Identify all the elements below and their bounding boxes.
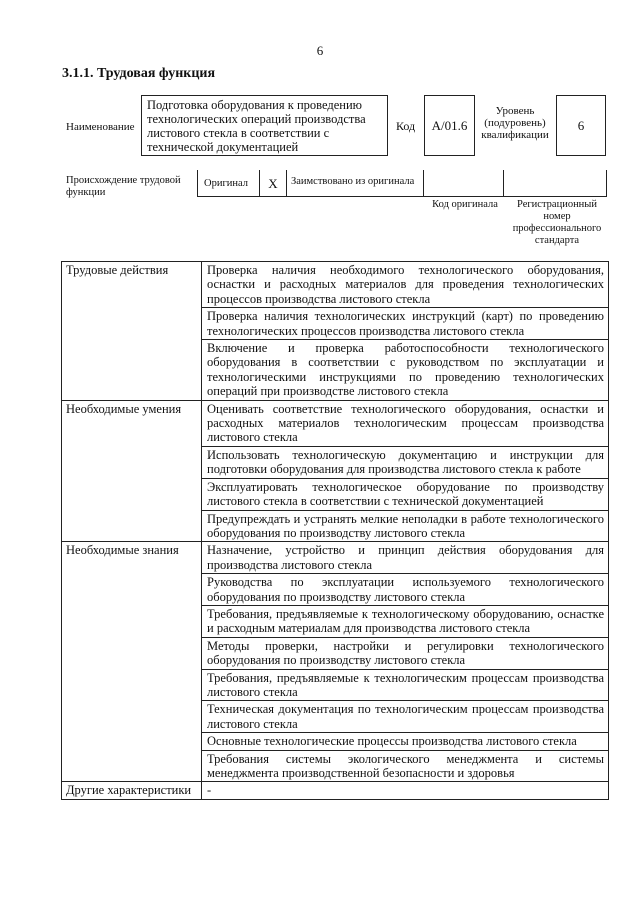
table-cell: Оценивать соответствие технологического оборудования, оснастки и расходных материалов технологическим процессам производства листового стекла bbox=[202, 400, 609, 446]
table-row bbox=[62, 400, 609, 446]
level-label: Уровень (подуровень) квалификации bbox=[481, 105, 549, 141]
row-label-other: Другие характеристики bbox=[62, 782, 202, 799]
row-label-skills: Необходимые умения bbox=[62, 400, 202, 542]
table-cell: - bbox=[202, 782, 609, 799]
code-label: Код bbox=[396, 119, 416, 133]
table-cell: Техническая документация по технологическим процессам производства листового стекла bbox=[202, 701, 609, 733]
section-title: 3.1.1. Трудовая функция bbox=[62, 66, 216, 81]
table-cell: Требования, предъявляемые к технологическому оборудованию, оснастке и расходным материалам для производства листового стекла bbox=[202, 605, 609, 637]
function-details-table bbox=[61, 261, 609, 800]
reg-number-cell bbox=[504, 170, 607, 197]
level-value: 6 bbox=[577, 117, 585, 133]
table-cell: Включение и проверка работоспособности технологического оборудования в соответствии с руководством по эксплуатации и технологическими инструкциями по проведению технологических операций при производстве листового стекла bbox=[202, 340, 609, 401]
table-row bbox=[62, 782, 609, 799]
table-row bbox=[62, 542, 609, 574]
table-cell: Требования, предъявляемые к технологическим процессам производства листового стекла bbox=[202, 669, 609, 701]
origin-row bbox=[197, 170, 607, 197]
code-original-caption: Код оригинала bbox=[432, 199, 498, 210]
table-cell: Использовать технологическую документацию и инструкции для подготовки оборудования для производства листового стекла к работе bbox=[202, 446, 609, 478]
table-cell: Требования системы экологического менеджмента и системы менеджмента производственной безопасности и здоровья bbox=[202, 750, 609, 782]
table-cell: Методы проверки, настройки и регулировки технологического оборудования по производству листового стекла bbox=[202, 637, 609, 669]
row-label-actions: Трудовые действия bbox=[62, 262, 202, 401]
origin-label: Происхождение трудовой функции bbox=[66, 175, 181, 198]
original-cell bbox=[197, 170, 260, 197]
table-cell: Основные технологические процессы производства листового стекла bbox=[202, 733, 609, 750]
page-number: 6 bbox=[316, 43, 324, 58]
function-name-box bbox=[141, 95, 388, 156]
borrowed-cell bbox=[287, 170, 424, 197]
function-name-value: Подготовка оборудования к проведению технологических операций производства листового стекла в соответствии с технической документацией bbox=[147, 98, 366, 154]
code-value: A/01.6 bbox=[431, 117, 468, 133]
code-box bbox=[424, 95, 475, 156]
table-cell: Предупреждать и устранять мелкие неполадки в работе технологического оборудования по производству листового стекла bbox=[202, 510, 609, 542]
level-box bbox=[556, 95, 606, 156]
borrowed-label: Заимствовано из оригинала bbox=[291, 176, 415, 187]
table-cell: Эксплуатировать технологическое оборудование по производству листового стекла в соответствии с технической документацией bbox=[202, 478, 609, 510]
code-original-cell bbox=[424, 170, 504, 197]
table-cell: Проверка наличия необходимого технологического оборудования, оснастки и расходных материалов для проведения технологических процессов производства листового стекла bbox=[202, 262, 609, 308]
table-cell: Назначение, устройство и принцип действия оборудования для производства листового стекла bbox=[202, 542, 609, 574]
reg-number-caption: Регистрационный номер профессионального стандарта bbox=[512, 199, 602, 246]
original-label: Оригинал bbox=[204, 177, 248, 189]
table-cell: Руководства по эксплуатации используемого технологического оборудования по производству листового стекла bbox=[202, 574, 609, 606]
table-row bbox=[62, 262, 609, 308]
name-label: Наименование bbox=[66, 121, 135, 133]
original-mark-cell bbox=[260, 170, 287, 197]
row-label-knowledge: Необходимые знания bbox=[62, 542, 202, 782]
original-mark: X bbox=[268, 175, 278, 191]
table-cell: Проверка наличия технологических инструкций (карт) по проведению технологических процессов производства листового стекла bbox=[202, 308, 609, 340]
